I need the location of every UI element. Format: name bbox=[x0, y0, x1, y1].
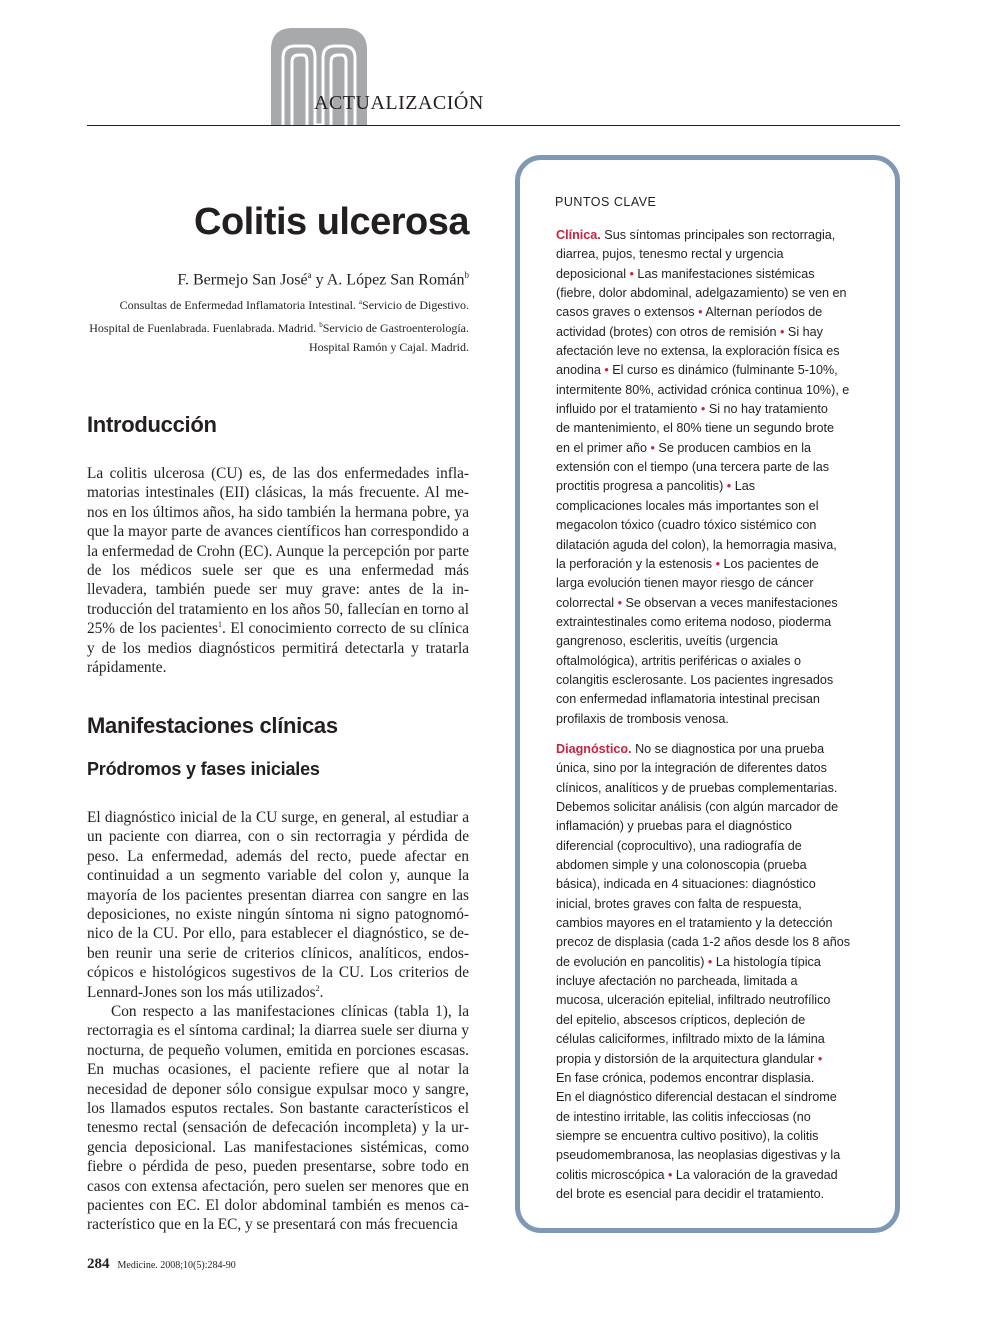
key-point-line: colitis microscópica • La valoración de la gravedad bbox=[556, 1167, 838, 1182]
key-point-line: abdomen simple y una colonoscopia (prueba bbox=[556, 858, 807, 873]
key-point-line: de mantenimiento, el 80% tiene un segundo brote bbox=[556, 421, 834, 436]
section-label: ACTUALIZACIÓN bbox=[314, 92, 484, 114]
key-point-line: de intestino irritable, las colitis infecciosas (no bbox=[556, 1109, 811, 1124]
key-point-line: afectación leve no extensa, la exploración física es bbox=[556, 344, 840, 359]
key-point-line: proctitis progresa a pancolitis) • Las bbox=[556, 479, 756, 494]
bullet-icon: • bbox=[700, 402, 706, 417]
bullet-icon: • bbox=[629, 266, 634, 281]
affiliation-text: Servicio de Digestivo. bbox=[362, 298, 469, 312]
clinical-paragraph-1 bbox=[87, 808, 469, 1002]
bullet-icon: • bbox=[707, 954, 713, 969]
key-point-line: oftalmológica), artritis periféricas o axiales o bbox=[556, 653, 801, 668]
key-points-heading: PUNTOS CLAVE bbox=[555, 195, 657, 209]
reference-mark: 2 bbox=[315, 983, 320, 993]
key-point-line: extensión con el tiempo (una tercera parte de las bbox=[556, 460, 830, 475]
paragraph-text: . El conocimiento correcto de su clínica y de los medios diagnósticos permitirá detectarla y tratarla rápidamente. bbox=[87, 620, 469, 677]
author-list bbox=[87, 270, 469, 289]
key-point-line: precoz de displasia (cada 1-2 años desde los 8 años bbox=[556, 935, 851, 950]
page-number: 284 bbox=[87, 1256, 110, 1272]
author-1-affiliation-mark: a bbox=[307, 270, 312, 280]
key-point-line: del brote es esencial para decidir el tratamiento. bbox=[556, 1186, 825, 1201]
key-point-line: colangitis esclerosante. Los pacientes ingresados bbox=[556, 672, 834, 687]
key-point-line: deposicional • Las manifestaciones sistémicas bbox=[556, 266, 815, 281]
author-connector: y bbox=[311, 271, 327, 289]
key-point-line: casos graves o extensos • Alternan períodos de bbox=[556, 305, 823, 320]
key-point-line: colorrectal • Se observan a veces manifestaciones bbox=[556, 595, 838, 610]
key-point-line: larga evolución tienen mayor riesgo de cáncer bbox=[556, 576, 814, 591]
key-point-line: cambios mayores en el tratamiento y la detección bbox=[556, 916, 833, 931]
bullet-icon: • bbox=[780, 324, 785, 339]
bullet-icon: • bbox=[604, 363, 609, 378]
key-point-line: inicial, brotes graves con falta de respuesta, bbox=[556, 896, 802, 911]
key-point-line: siempre se encuentra cultivo positivo), la colitis bbox=[556, 1128, 819, 1143]
journal-citation: Medicine. 2008;10(5):284-90 bbox=[117, 1260, 236, 1271]
affiliation-mark: b bbox=[319, 320, 323, 329]
intro-heading: Introducción bbox=[87, 412, 217, 437]
bullet-icon: • bbox=[817, 1051, 823, 1066]
affiliations bbox=[87, 293, 469, 358]
key-point-line: Debemos solicitar análisis (con algún marcador de bbox=[556, 800, 839, 815]
key-points-clinica bbox=[556, 226, 872, 729]
key-point-line: de evolución en pancolitis) • La histología típica bbox=[556, 954, 821, 969]
key-point-line: en el primer año • Se producen cambios en la bbox=[556, 440, 812, 455]
key-point-line: diferencial (coprocultivo), una radiografía de bbox=[556, 838, 802, 853]
key-point-line: extraintestinales como eritema nodoso, pioderma bbox=[556, 614, 832, 629]
key-point-line: Diagnóstico. No se diagnostica por una prueba bbox=[556, 742, 825, 756]
affiliation-text: Servicio de Gastroenterología. bbox=[322, 320, 469, 335]
key-point-line: (fiebre, dolor abdominal, adelgazamiento) se ven en bbox=[556, 286, 847, 301]
key-point-label: Clínica. bbox=[556, 228, 601, 242]
bullet-icon: • bbox=[698, 305, 703, 320]
key-point-line: clínicos, analíticos y de pruebas complementarias. bbox=[556, 780, 838, 795]
key-point-line: inflamación) y pruebas para el diagnóstico bbox=[556, 819, 792, 834]
key-point-line: diarrea, pujos, tenesmo rectal y urgencia bbox=[556, 247, 784, 262]
key-point-line: complicaciones locales más importantes son el bbox=[556, 498, 819, 513]
key-point-line: influido por el tratamiento • Si no hay tratamiento bbox=[556, 402, 828, 417]
clinical-heading: Manifestaciones clínicas bbox=[87, 713, 338, 738]
affiliation-line: Hospital Ramón y Cajal. Madrid. bbox=[309, 340, 469, 354]
affiliation-line bbox=[87, 293, 469, 316]
bullet-icon: • bbox=[726, 479, 732, 494]
key-points-diagnostico bbox=[556, 740, 872, 1204]
key-point-line: intermitente 80%, actividad crónica continua 10%), e bbox=[556, 382, 850, 397]
affiliation-mark: a bbox=[358, 298, 363, 306]
affiliation-line bbox=[87, 316, 469, 339]
key-point-line: única, sino por la integración de diferentes datos bbox=[556, 761, 827, 776]
key-point-line: propia y distorsión de la arquitectura glandular • bbox=[556, 1051, 823, 1066]
bullet-icon: • bbox=[667, 1167, 673, 1182]
key-point-line: incluye afectación no parcheada, limitada a bbox=[556, 974, 798, 989]
bullet-icon: • bbox=[715, 556, 721, 571]
key-point-line: gangrenoso, escleritis, uveítis (urgencia bbox=[556, 634, 778, 649]
key-point-line: En el diagnóstico diferencial destacan el síndrome bbox=[556, 1090, 837, 1105]
reference-mark: 1 bbox=[217, 620, 222, 630]
key-point-line: En fase crónica, podemos encontrar displasia. bbox=[556, 1070, 815, 1085]
key-point-line: básica), indicada en 4 situaciones: diagnóstico bbox=[556, 877, 816, 892]
paragraph-text: La colitis ulcerosa (CU) es, de las dos enfermedades inflamatorias intestinales (EII) clásicas, la más frecuente. Al menos en los últimos años, ha sido también la hermana pobre, ya que la mayor parte de avances científicos han correspondido a la enfermedad de Crohn (EC). Aunque la percepción por parte de los médicos suele ser que es una enfermedad más llevadera, también puede ser muy grave: antes de la introducción del tratamiento en los años 50, fallecían en torno al 25% de los pacientes bbox=[87, 465, 469, 638]
clinical-subheading: Pródromos y fases iniciales bbox=[87, 759, 320, 779]
key-point-line: con enfermedad inflamatoria intestinal precisan bbox=[556, 692, 820, 707]
article-title: Colitis ulcerosa bbox=[194, 201, 469, 243]
clinical-paragraph-2: Con respecto a las manifestaciones clínicas (tabla 1), la rectorragia es el síntoma cardinal; la diarrea suele ser diurna y nocturna, de pequeño volumen, emitida en porciones escasas. En muchas ocasiones, el paciente refiere que al notar la necesidad de deponer sólo consigue expulsar moco y sangre, los llamados esputos rectales. Son bastante característicos el tenesmo rectal (sensación de defecación incompleta) y la urgencia deposicional. Las manifestaciones sistémicas, como fiebre o pérdida de peso, pueden presentarse, sobre todo en casos con extensa afectación, pero suelen ser menores que en pacientes con EC. El dolor abdominal también es menos característico que en la EC, y se presentará con más frecuencia bbox=[87, 1003, 469, 1234]
page-footer bbox=[87, 1255, 236, 1273]
key-point-label: Diagnóstico. bbox=[556, 742, 632, 756]
key-point-line: dilatación aguda del colon), la hemorragia masiva, bbox=[556, 537, 837, 552]
author-2-affiliation-mark: b bbox=[464, 270, 469, 280]
header-divider bbox=[87, 125, 900, 126]
paragraph-text: El diagnóstico inicial de la CU surge, en general, al estudiar a un paciente con diarrea, con o sin rectorragia y pérdida de peso. La enfermedad, además del recto, puede afectar en continuidad a un segmento variable del colon y, aunque la mayoría de los pacientes presentan diarrea con sangre en las deposiciones, no existe ningún síntoma ni signo patognomónico de la CU. Por ello, para establecer el diagnóstico, se deben reunir una serie de criterios clínicos, analíticos, endoscópicos e histológicos sugestivos de la CU. Los criterios de Lennard-Jones son los más utilizados bbox=[87, 809, 469, 1001]
key-point-line: la perforación y la estenosis • Los pacientes de bbox=[556, 556, 819, 571]
bullet-icon: • bbox=[650, 440, 655, 455]
key-point-line: profilaxis de trombosis venosa. bbox=[556, 711, 729, 726]
key-points-box bbox=[515, 155, 900, 1233]
key-point-line: anodina • El curso es dinámico (fulminante 5-10%, bbox=[556, 363, 838, 378]
key-point-line: células caliciformes, infiltrado mixto de la lámina bbox=[556, 1032, 825, 1047]
key-point-line: actividad (brotes) con otros de remisión • Si hay bbox=[556, 324, 823, 339]
affiliation-text: Hospital de Fuenlabrada. Fuenlabrada. Madrid. bbox=[89, 320, 320, 335]
key-point-line: megacolon tóxico (cuadro tóxico sistémico con bbox=[556, 518, 817, 533]
bullet-icon: • bbox=[617, 595, 623, 610]
author-1: F. Bermejo San José bbox=[177, 271, 308, 289]
affiliation-text: Consultas de Enfermedad Inflamatoria Intestinal. bbox=[119, 298, 359, 312]
author-2: A. López San Román bbox=[326, 271, 465, 289]
paragraph-text: . bbox=[319, 983, 324, 1001]
key-point-line: mucosa, ulceración epitelial, infiltrado neutrofílico bbox=[556, 993, 831, 1008]
key-point-line: Clínica. Sus síntomas principales son rectorragia, bbox=[556, 228, 836, 242]
key-point-line: del epitelio, abscesos crípticos, depleción de bbox=[556, 1012, 806, 1027]
key-point-line: pseudomembranosa, las neoplasias digestivas y la bbox=[556, 1148, 841, 1163]
intro-paragraph bbox=[87, 464, 469, 677]
